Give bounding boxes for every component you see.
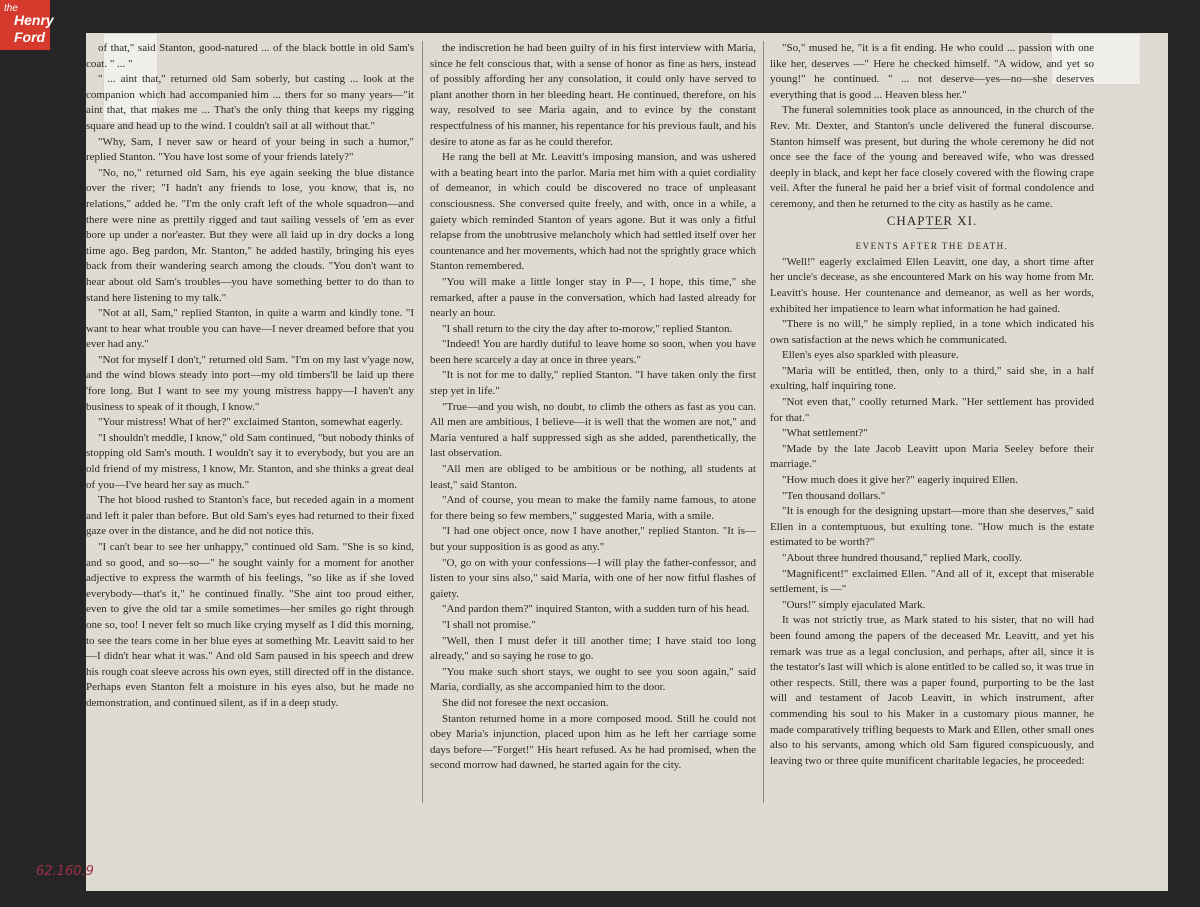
paragraph: "Well!" eagerly exclaimed Ellen Leavitt, one day, a short time after her uncle's decease, as she encountered Mark on his way home from Mr. Leavitt's house. Her countenance and demeanor, as well as her words, exhibited her impatience to learn what information he had gained. [770, 255, 1094, 315]
henry-ford-logo [0, 0, 54, 50]
chapter-heading: CHAPTER XI. [886, 212, 978, 228]
paragraph: "I can't bear to see her unhappy," continued old Sam. "She is so kind, and so good, and so—so—" he sought vainly for a moment for another adjective to express the warmth of his feelings, "so like as if she loved everybody—that's it," he continued finally. "She aint too proud either, even to give the old tar a smile sometimes—her smiles go right through one so, too! I never felt so much like crying myself as I did this morning, to see the tears come in her blue eyes at something Mr. Leavitt said to her —I didn't hear what it was." And old Sam paused in his speech and drew his rough coat sleeve across his own eyes, still directed off in the distance. Perhaps even Stanton felt a moisture in his eyes also, but he made no demonstration, and continued silent, as if in a deep study. [86, 541, 414, 709]
paragraph: "Not at all, Sam," replied Stanton, in quite a warm and kindly tone. "I want to hear what trouble you can have—I never dreamed before that you ever had any." [86, 307, 414, 351]
paragraph: "And of course, you mean to make the family name famous, to atone for there being so few members," suggested Maria, with a smile. [430, 494, 756, 522]
paragraph: "I had one object once, now I have another," replied Stanton. "It is—but your supposition is as good as any." [430, 525, 756, 553]
paragraph: "Not for myself I don't," returned old Sam. "I'm on my last v'yage now, and the wind blows steady into port—my old timbers'll be laid up there 'fore long. But I want to see my young mistress happy—I haven't any business to speak of it though, I know." [86, 353, 414, 413]
paragraph: "I shall return to the city the day after to-morow," replied Stanton. [442, 322, 733, 335]
paragraph: "About three hundred thousand," replied Mark, coolly. [782, 552, 1023, 564]
paragraph: "Maria will be entitled, then, only to a third," said she, in a half exulting, half inquiring tone. [770, 364, 1094, 393]
paragraph: "So," mused he, "it is a fit ending. He who could ... passion with one like her, deserves —" Here he checked himself. "A widow, and yet so young!" he continued. " ... not deserve—yes—no—she deserves everything that is good ... Heaven bless her." [770, 42, 1094, 101]
paragraph: "It is not for me to dally," replied Stanton. "I have taken only the first step yet in life." [430, 369, 756, 398]
paragraph: "What settlement?" [782, 427, 868, 440]
paragraph: Ellen's eyes also sparkled with pleasure. [782, 349, 959, 362]
paragraph: "All men are obliged to be ambitious or be nothing, all students at least," said Stanton. [430, 463, 756, 491]
paragraph: "Your mistress! What of her?" exclaimed Stanton, somewhat eagerly. [98, 416, 403, 429]
paragraph: He rang the bell at Mr. Leavitt's imposing mansion, and was ushered with a beating heart into the parlor. Maria met him with a quiet cordiality of demeanor, in which could be discovered no trace of unpleasant consciousness. She conversed quite freely, and with, once in a while, a gaiety which reminded Stanton of years agone. But it was only a fitful relapse from the unobtrusive melancholy which had settled itself over her countenance and her movements, which had not the sprightly grace which Stanton remembered. [430, 151, 756, 273]
text-column-left [86, 41, 414, 813]
paragraph: "You will make a little longer stay in P—, I hope, this time," she remarked, after a pause in the conversation, which had lasted already for nearly an hour. [430, 275, 756, 320]
paragraph: "I shouldn't meddle, I know," old Sam continued, "but nobody thinks of stopping old Sam's mouth. I wouldn't say it to everybody, but you are an old friend of my mistress, I know, Mr. Stanton, and she thinks a great deal of you—I've heard her say as much." [86, 431, 414, 491]
document-page [86, 33, 1168, 891]
accession-number: 62.160.9 [36, 864, 94, 879]
logo-the: the [4, 3, 18, 14]
paragraph: of that," said Stanton, good-natured ... of the black bottle in old Sam's coat. " ... " [86, 42, 414, 70]
text-column-middle [430, 41, 756, 813]
paragraph: "How much does it give her?" eagerly inquired Ellen. [782, 474, 1018, 487]
paragraph: "Made by the late Jacob Leavitt upon Maria Seeley before their marriage." [770, 442, 1094, 471]
column-divider [763, 41, 764, 803]
paragraph: "Indeed! You are hardly dutiful to leave home so soon, when you have been here scarcely a day at once in three years." [430, 338, 756, 366]
paragraph: "O, go on with your confessions—I will play the father-confessor, and listen to your sins also," said Maria, with one of her now fitful flashes of gaiety. [430, 556, 756, 600]
paragraph: "Not even that," coolly returned Mark. "Her settlement has provided for that." [770, 396, 1094, 424]
chapter-rule [916, 228, 948, 229]
paragraph: "Magnificent!" exclaimed Ellen. "And all of it, except that miserable settlement, is —" [770, 567, 1094, 596]
logo-ford: Ford [14, 29, 46, 45]
paragraph: "There is no will," he simply replied, in a tone which indicated his own satisfaction at the news which he communicated. [770, 318, 1094, 346]
text-column-right [770, 41, 1094, 813]
paragraph: " ... aint that," returned old Sam soberly, but casting ... look at the companion which had accompanied him ... thers for so many years—"it aint that, that makes me ... That's the only thing that keeps my rigging square and head up to the wind. I couldn't sail at all without that." [86, 73, 414, 132]
paragraph: "And pardon them?" inquired Stanton, with a sudden turn of his head. [442, 603, 750, 616]
paragraph: Stanton returned home in a more composed mood. Still he could not obey Maria's injunction, placed upon him as he left her carriage some days before—"Forget!" His heart refused. As he had promised, when the second morrow had dawned, he started again for the city. [430, 712, 756, 772]
paragraph: the indiscretion he had been guilty of in his first interview with Maria, since he felt conscious that, with a sense of honor as fine as hers, instead of possibly affording her any consolation, it could only have served to plant another thorn in her bleeding heart. He continued, therefore, on his way, resolved to see Maria again, and to evince by the constant respectfulness of his manner, his repentance for his previous fault, and his desire to atone as far as he could therefor. [430, 42, 756, 148]
logo-henry: Henry [14, 12, 54, 28]
paragraph: The hot blood rushed to Stanton's face, but receded again in a moment and left it paler than before. But old Sam's eyes had returned to their fixed gaze over in the distance, and he did not notice this. [86, 494, 414, 538]
paragraph: "No, no," returned old Sam, his eye again seeking the blue distance over the river; "I hadn't any friends to lose, you know, that is, no relations," added he. "I'm the only craft left of the whole squadron—and there were nine as prettily rigged and taut sailing vessels of 'em as ever bore up under a nor'easter. But they were all laid up in dry docks a long time ago. Beg pardon, Mr. Stanton," he added hastily, bringing his eyes back from their wandering search among the clouds. "You don't want to hear about old Sam's troubles—you have something better to do than to stand here listening to my talk." [86, 166, 414, 304]
paragraph: The funeral solemnities took place as announced, in the church of the Rev. Mr. Dexter, and Stanton's uncle delivered the funeral discourse. Stanton himself was present, but during the whole ceremony he did not once see the face of the young and bereaved wife, who was dressed deeply in black, and kept her face closely covered with the flowing crape veil. After the funeral he paid her a brief visit of formal condolence and ceremony, and then he returned to the city as hastily as he came. [770, 104, 1094, 210]
paragraph: She did not foresee the next occasion. [442, 696, 609, 709]
paragraph: "It is enough for the designing upstart—more than she deserves," said Ellen in a contemptuous, but exulting tone. "How much is the estate estimated to be worth?" [770, 505, 1094, 549]
paragraph: "True—and you wish, no doubt, to climb the others as fast as you can. All men are ambitious, I believe—it is well that the women are not," and Maria ventured a half suppressed sigh as she added, parenthetically, the last observation. [430, 400, 756, 460]
paragraph: "I shall not promise." [442, 618, 536, 631]
paragraph: "Well, then I must defer it till another time; I have staid too long already," and so saying he rose to go. [430, 634, 756, 663]
paragraph: "Ours!" simply ejaculated Mark. [782, 598, 926, 611]
paragraph: "Ten thousand dollars." [782, 489, 886, 502]
paragraph: "Why, Sam, I never saw or heard of your being in such a humor," replied Stanton. "You have lost some of your friends lately?" [86, 135, 414, 164]
paragraph: "You make such short stays, we ought to see you soon again," said Maria, cordially, as she accompanied him to the door. [430, 665, 756, 694]
chapter-subheading: EVENTS AFTER THE DEATH. [855, 241, 1009, 252]
paragraph: It was not strictly true, as Mark stated to his sister, that no will had been found among the papers of the deceased Mr. Leavitt, and yet his remark was true as a legal conclusion, and perhaps, after all, since it is the testator's last will which is alone entitled to be called so, it was true in other respects. Still, there was a paper found, purporting to be the last will and testament of Jacob Leavitt, in which instrument, after commending his soul to his Maker in a customary pious manner, he made comparatively trifling bequests to Mark and Ellen, other small ones also to his servants, among which old Sam figured conspicuously, and leaving two or three quite munificent charitable legacies, he proceeded: [770, 614, 1094, 767]
column-divider [422, 41, 423, 803]
